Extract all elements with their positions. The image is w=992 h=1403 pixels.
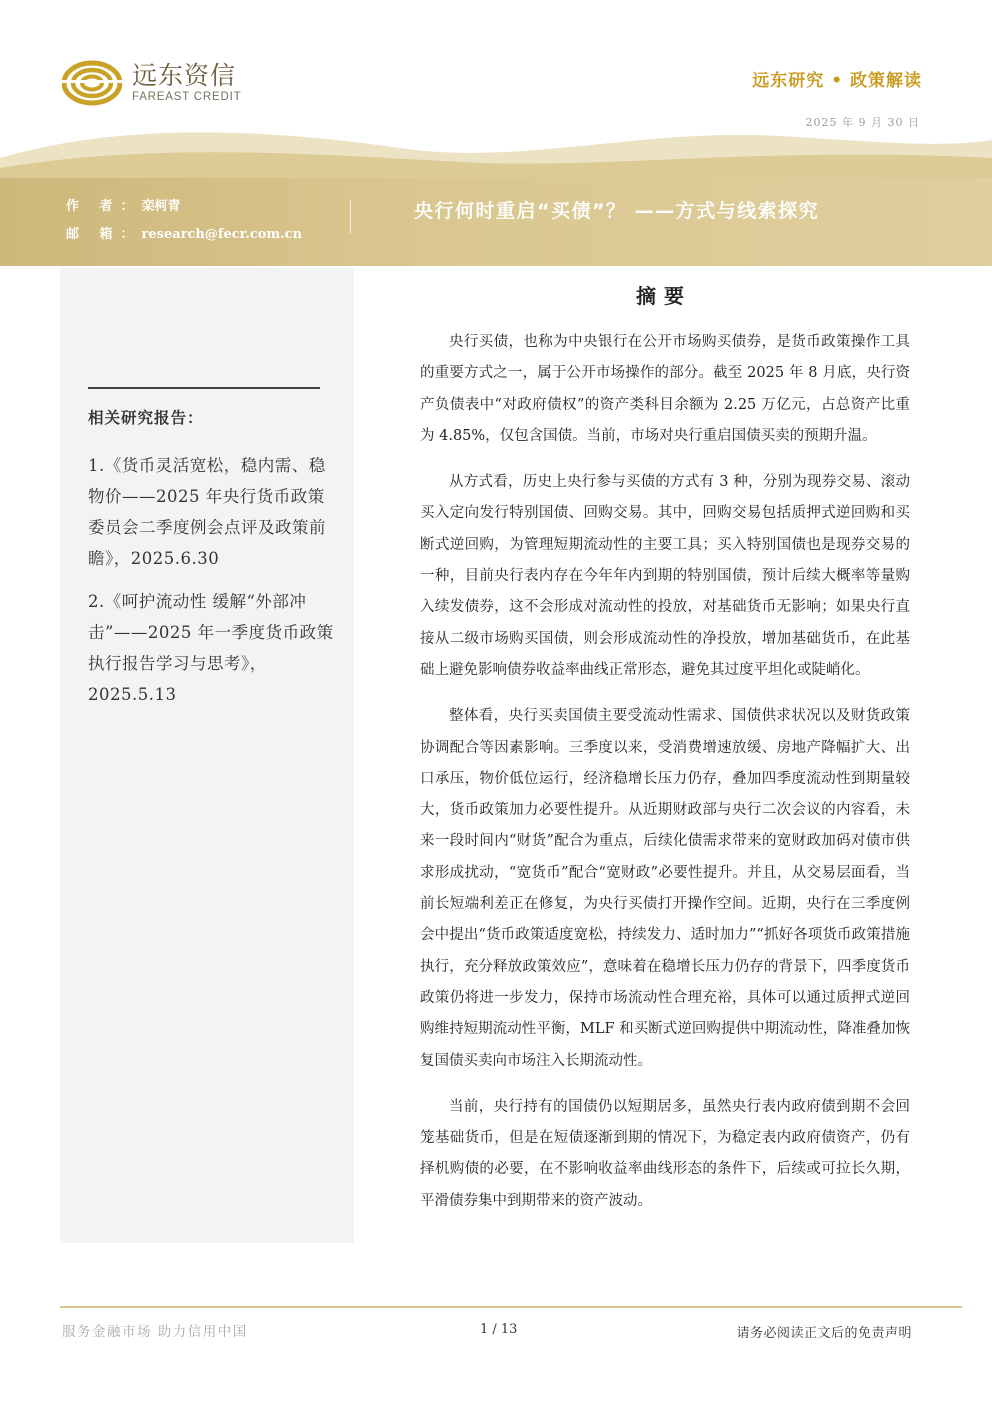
report-title: 央行何时重启“买债”？ ——方式与线索探究 <box>414 200 820 222</box>
logo-en-text: FAREAST CREDIT <box>132 91 242 103</box>
abstract-title: 摘要 <box>636 284 692 308</box>
author-label: 作 者： <box>66 199 142 214</box>
related-reports-heading: 相关研究报告： <box>88 408 204 427</box>
abstract-paragraph: 从方式看，历史上央行参与买债的方式有 3 种，分别为现券交易、滚动买入定向发行特别国债、回购交易。其中，回购交易包括质押式逆回购和买断式逆回购，为管理短期流动性的主要工具；买入特别国债也是现券交易的一种，目前央行表内存在今年年内到期的特别国债，预计后续大概率等量购入续发债券，这不会形成对流动性的投放，对基础货币无影响；如果央行直接从二级市场购买国债，则会形成流动性的净投放，增加基础货币，在此基础上避免影响债券收益率曲线正常形态，避免其过度平坦化或陡峭化。 <box>420 474 910 678</box>
related-reports-list <box>88 450 334 722</box>
abstract-paragraph: 央行买债，也称为中央银行在公开市场购买债券，是货币政策操作工具的重要方式之一，属于公开市场操作的部分。截至 2025 年 8 月底，央行资产负债表中“对政府债权”的资产类科目余额为 2.25 万亿元，占总资产比重为 4.85%，仅包含国债。当前，市场对央行重启国债买卖的预期升温。 <box>420 334 910 444</box>
footer-slogan: 服务金融市场 助力信用中国 <box>62 1324 248 1340</box>
author-info <box>66 193 302 249</box>
company-logo <box>62 58 241 108</box>
report-series: 远东研究 • 政策解读 <box>752 71 922 91</box>
logo-rings-icon <box>62 58 122 108</box>
related-report-item[interactable]: 2.《呵护流动性 缓解“外部冲击”——2025 年一季度货币政策执行报告学习与思考》，2025.5.13 <box>88 592 334 704</box>
author-name: 栾柯青 <box>141 199 181 214</box>
footer-rule <box>60 1306 962 1308</box>
email-label: 邮 箱： <box>66 227 142 242</box>
banner-divider <box>350 200 351 234</box>
disclaimer-note: 请务必阅读正文后的免责声明 <box>736 1326 912 1341</box>
header-wave-decoration <box>0 118 992 180</box>
sidebar-rule <box>88 387 320 389</box>
logo-cn-text: 远东资信 <box>132 61 237 90</box>
related-report-item[interactable]: 1.《货币灵活宽松，稳内需、稳物价——2025 年央行货币政策委员会二季度例会点评及政策前瞻》，2025.6.30 <box>88 456 326 568</box>
abstract-body <box>420 327 910 1232</box>
abstract-paragraph: 当前，央行持有的国债仍以短期居多，虽然央行表内政府债到期不会回笼基础货币，但是在短债逐渐到期的情况下，为稳定表内政府债资产，仍有择机购债的必要，在不影响收益率曲线形态的条件下，后续或可拉长久期，平滑债券集中到期带来的资产波动。 <box>420 1098 910 1209</box>
abstract-paragraph: 整体看，央行买卖国债主要受流动性需求、国债供求状况以及财货政策协调配合等因素影响。三季度以来，受消费增速放缓、房地产降幅扩大、出口承压，物价低位运行，经济稳增长压力仍存，叠加四季度流动性到期量较大，货币政策加力必要性提升。从近期财政部与央行二次会议的内容看，未来一段时间内“财货”配合为重点，后续化债需求带来的宽财政加码对债市供求形成扰动，“宽货币”配合“宽财政”必要性提升。并且，从交易层面看，当前长短端利差正在修复，为央行买债打开操作空间。近期，央行在三季度例会中提出“货币政策适度宽松，持续发力、适时加力”“抓好各项货币政策措施执行，充分释放政策效应”，意味着在稳增长压力仍存的背景下，四季度货币政策仍将进一步发力，保持市场流动性合理充裕，具体可以通过质押式逆回购维持短期流动性平衡，MLF 和买断式逆回购提供中期流动性，降准叠加恢复国债买卖向市场注入长期流动性。 <box>420 708 910 1069</box>
report-date: 2025 年 9 月 30 日 <box>805 116 920 129</box>
author-email[interactable]: research@fecr.com.cn <box>141 227 303 242</box>
page-number: 1 / 13 <box>480 1322 518 1337</box>
